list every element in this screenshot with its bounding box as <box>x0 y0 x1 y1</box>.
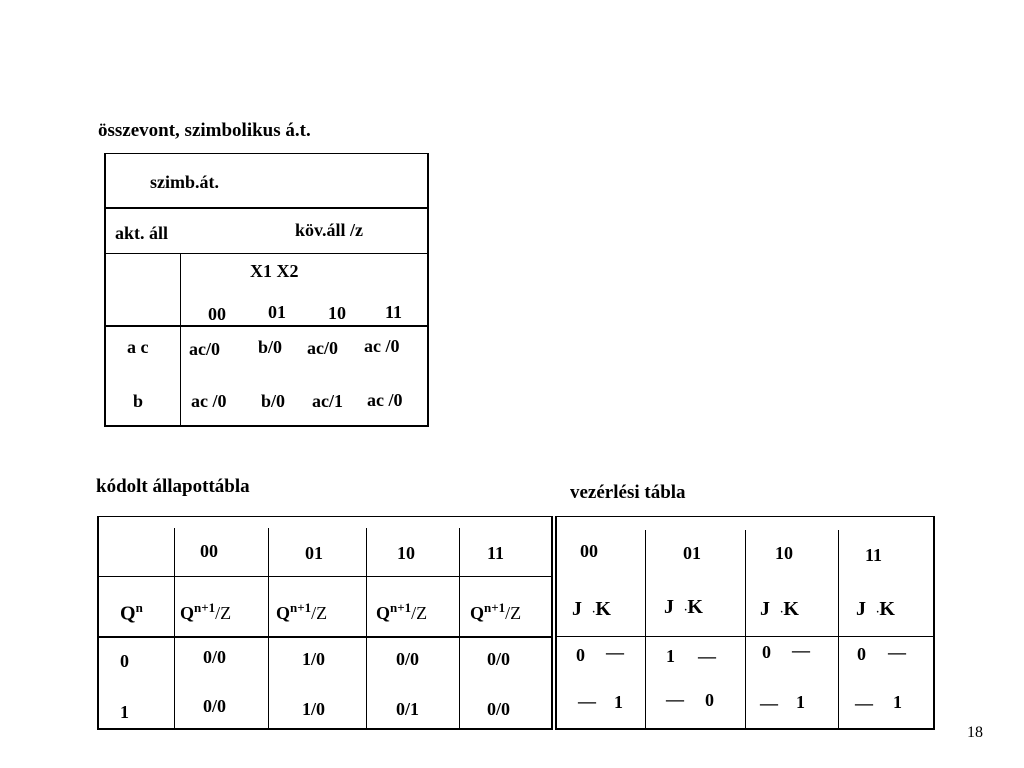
table2-cell: 0/0 <box>203 647 227 667</box>
table3-col-header: 10 <box>775 543 793 563</box>
table1-col-header: 11 <box>385 302 403 322</box>
table2-q-value: 0 <box>120 651 129 671</box>
table1-header: szimb.át. <box>150 172 219 192</box>
table3-title: vezérlési tábla <box>570 482 686 503</box>
table2-q-value: 1 <box>120 702 129 722</box>
table1-col-header: 00 <box>208 304 226 324</box>
table1-col-header: 01 <box>268 302 286 322</box>
table3-j-value: 0 <box>762 642 771 662</box>
table3-k-value: 1 <box>614 692 623 712</box>
table3-j-value: — <box>578 691 596 711</box>
table2-col-header: 00 <box>200 541 218 561</box>
table2-cell: 0/0 <box>203 696 227 716</box>
table3-jk-header: J ·K <box>664 596 703 618</box>
table3-k-value: 1 <box>893 692 902 712</box>
table1-cell: ac/0 <box>189 339 220 359</box>
table3-j-value: 1 <box>666 646 675 666</box>
table1-cell: ac/1 <box>312 391 343 411</box>
table2-cell: 1/0 <box>302 699 326 719</box>
table2-col-header: 11 <box>487 543 505 563</box>
table3-col-header: 01 <box>683 543 701 563</box>
table3-j-value: — <box>760 693 778 713</box>
table1-state: a c <box>127 337 149 357</box>
table3-jk-header: J ·K <box>856 598 895 620</box>
table1-col-header: 10 <box>328 303 346 323</box>
table3-k-value: 1 <box>796 692 805 712</box>
table1-state: b <box>133 391 144 411</box>
table1-cell: ac/0 <box>307 338 338 358</box>
table1-row-label: akt. áll <box>115 223 169 243</box>
table1-title: összevont, szimbolikus á.t. <box>98 120 311 141</box>
table1-cell: ac /0 <box>364 336 400 356</box>
table3-col-header: 00 <box>580 541 598 561</box>
table2-next-header: $Q^{n+1}/Z$ <box>470 600 522 623</box>
table2-cell: 1/0 <box>302 649 326 669</box>
table3-k-value: — <box>698 646 716 666</box>
table3-j-value: 0 <box>857 644 866 664</box>
table1-cell: b/0 <box>261 391 286 411</box>
page-number: 18 <box>967 724 983 741</box>
table2-q-header: $Q^n$ <box>120 600 143 625</box>
table3-jk-header: J ·K <box>572 598 611 620</box>
table2-cell: 0/0 <box>396 649 420 669</box>
table3-k-value: — <box>606 642 624 662</box>
table3-j-value: — <box>666 689 684 709</box>
table3-j-value: 0 <box>576 645 585 665</box>
table2-cell: 0/0 <box>487 699 511 719</box>
table1-inputs-label: X1 X2 <box>250 261 299 281</box>
table3-col-header: 11 <box>865 545 883 565</box>
table2-col-header: 01 <box>305 543 323 563</box>
table3-k-value: — <box>792 640 810 660</box>
table2-title: kódolt állapottábla <box>96 476 250 497</box>
table1-cell: ac /0 <box>191 391 227 411</box>
table2-next-header: $Q^{n+1}/Z$ <box>376 600 428 623</box>
table3-k-value: — <box>888 642 906 662</box>
table3-jk-header: J ·K <box>760 598 799 620</box>
table2-cell: 0/0 <box>487 649 511 669</box>
table3-k-value: 0 <box>705 690 714 710</box>
table2-col-header: 10 <box>397 543 415 563</box>
table2-next-header: $Q^{n+1}/Z$ <box>276 600 328 623</box>
table3-j-value: — <box>855 693 873 713</box>
table1-col-label: köv.áll /z <box>295 220 364 240</box>
table1-cell: ac /0 <box>367 390 403 410</box>
table2-next-header: $Q^{n+1}/Z$ <box>180 600 232 623</box>
table1-cell: b/0 <box>258 337 283 357</box>
table2-cell: 0/1 <box>396 699 420 719</box>
